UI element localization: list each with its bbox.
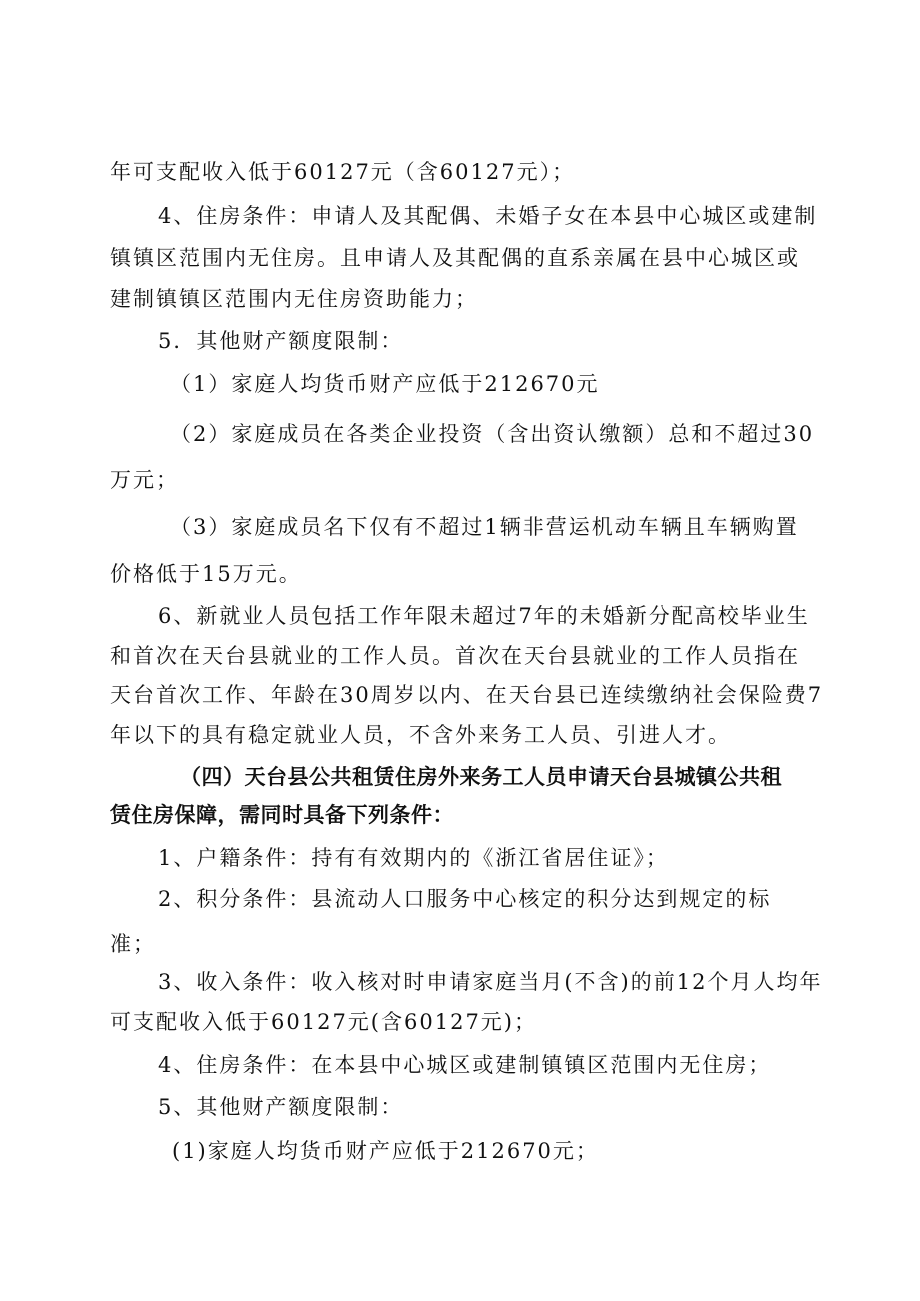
text-line: 准； — [110, 932, 156, 956]
section-heading: （四）天台县公共租赁住房外来务工人员申请天台县城镇公共租 — [180, 765, 782, 789]
text-line: 镇镇区范围内无住房。且申请人及其配偶的直系亲属在县中心城区或 — [110, 246, 800, 270]
text-line: (1)家庭人均货币财产应低于212670元； — [172, 1139, 599, 1163]
text-line: （3）家庭成员名下仅有不超过1辆非营运机动车辆且车辆购置 — [170, 515, 799, 539]
text-line: 价格低于15万元。 — [110, 562, 302, 586]
text-line: 2、积分条件：县流动人口服务中心核定的积分达到规定的标 — [158, 887, 772, 911]
text-line: 4、住房条件：在本县中心城区或建制镇镇区范围内无住房； — [158, 1053, 772, 1077]
text-line: 天台首次工作、年龄在30周岁以内、在天台县已连续缴纳社会保险费7 — [110, 683, 824, 707]
text-line: 5、其他财产额度限制： — [158, 1095, 404, 1119]
text-line: 3、收入条件：收入核对时申请家庭当月(不含)的前12个月人均年 — [158, 970, 823, 994]
text-line: 建制镇镇区范围内无住房资助能力； — [110, 287, 478, 311]
section-heading: 赁住房保障，需同时具备下列条件： — [110, 803, 454, 827]
text-line: 万元； — [110, 468, 179, 492]
text-line: 和首次在天台县就业的工作人员。首次在天台县就业的工作人员指在 — [110, 644, 800, 668]
text-line: 5．其他财产额度限制： — [158, 329, 404, 353]
text-line: 年以下的具有稳定就业人员，不含外来务工人员、引进人才。 — [110, 723, 731, 747]
text-line: （2）家庭成员在各类企业投资（含出资认缴额）总和不超过30 — [170, 422, 815, 446]
text-line: 年可支配收入低于60127元（含60127元）； — [110, 160, 576, 184]
text-line: 6、新就业人员包括工作年限未超过7年的未婚新分配高校毕业生 — [158, 604, 810, 628]
text-line: 1、户籍条件：持有有效期内的《浙江省居住证》； — [158, 846, 669, 870]
text-line: （1）家庭人均货币财产应低于212670元 — [170, 372, 600, 396]
text-line: 可支配收入低于60127元(含60127元)； — [110, 1010, 537, 1034]
text-line: 4、住房条件：申请人及其配偶、未婚子女在本县中心城区或建制 — [158, 204, 818, 228]
